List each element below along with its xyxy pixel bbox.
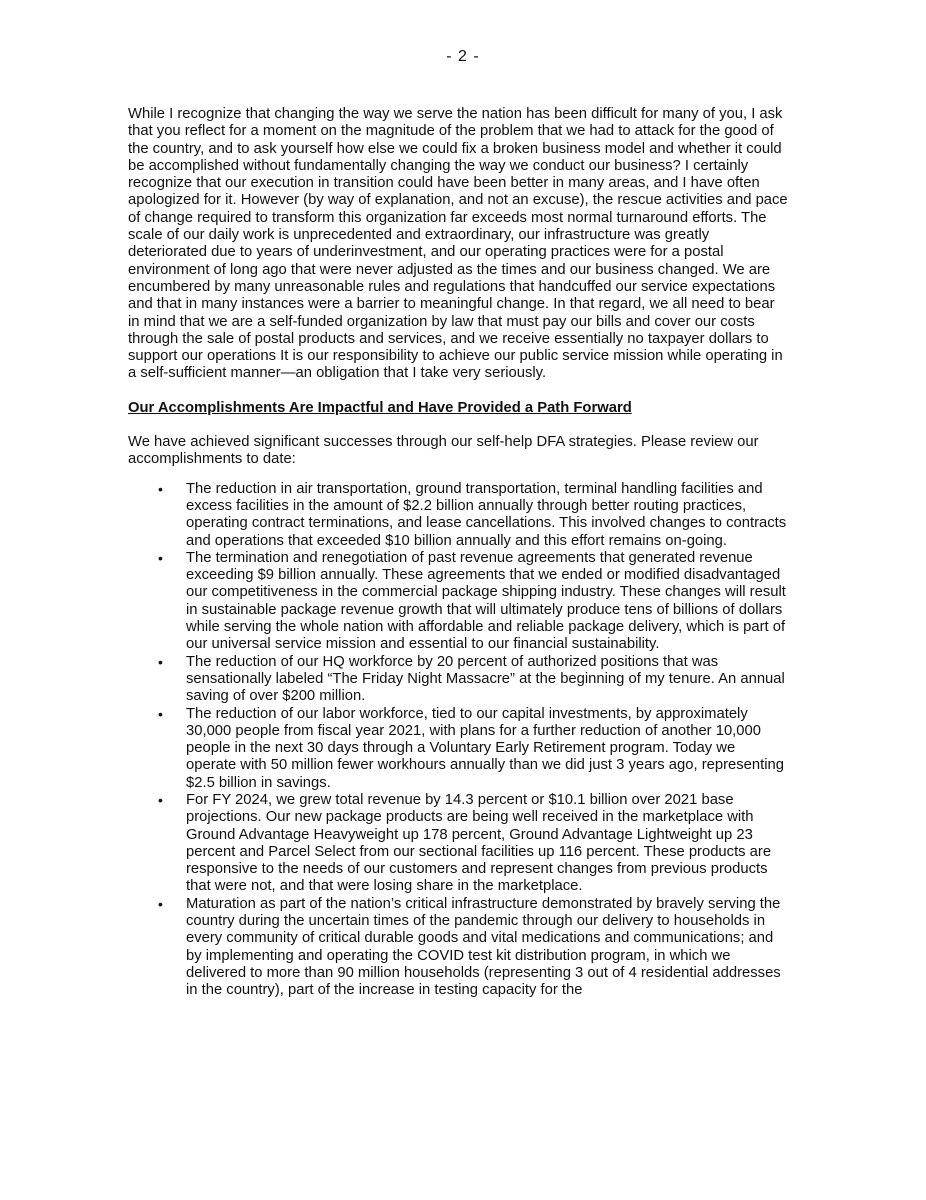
- section-lead: We have achieved significant successes through our self-help DFA strategies. Please review our accomplishments to date:: [128, 434, 759, 468]
- list-item: [128, 792, 788, 896]
- list-item-text: The reduction of our HQ workforce by 20 percent of authorized positions that was sensationally labeled “The Friday Night Massacre” at the beginning of my tenure. An annual saving of over $200 million.: [186, 653, 785, 705]
- bullet-icon: •: [158, 480, 163, 497]
- bullet-icon: •: [158, 549, 163, 566]
- list-item-text: The termination and renegotiation of past revenue agreements that generated revenue exceeding $9 billion annually. These agreements that we ended or modified disadvantaged our competitiveness in the commercial package shipping industry. These changes will result in sustainable package revenue growth that will ultimately produce tens of billions of dollars while serving the whole nation with affordable and reliable package delivery, which is part of our universal service mission and essential to our financial sustainability.: [186, 549, 786, 653]
- list-item: [128, 706, 788, 792]
- bullet-icon: •: [158, 653, 163, 670]
- accomplishments-list: [128, 481, 788, 1000]
- intro-paragraph: While I recognize that changing the way we serve the nation has been difficult for many of you, I ask that you reflect for a moment on the magnitude of the problem that we had to attack for the good of the country, and to ask yourself how else we could fix a broken business model and whether it could be accomplished without fundamentally changing the way we conduct our business? I certainly recognize that our execution in transition could have been better in many areas, and I have often apologized for it. However (by way of explanation, and not an excuse), the rescue activities and pace of change required to transform this organization far exceeds most normal turnaround efforts. The scale of our daily work is unprecedented and extraordinary, our infrastructure was greatly deteriorated due to years of underinvestment, and our operating practices were for a postal environment of long ago that were never adjusted as the times and our business changed. We are encumbered by many unreasonable rules and regulations that handcuffed our service expectations and that in many instances were a barrier to meaningful change. In that regard, we all need to bear in mind that we are a self-funded organization by law that must pay our bills and cover our costs through the sale of postal products and services, and we receive essentially no taxpayer dollars to support our operations It is our responsibility to achieve our public service mission while operating in a self-sufficient manner—an obligation that I take very seriously.: [128, 106, 788, 382]
- list-item-text: The reduction of our labor workforce, tied to our capital investments, by approximately 30,000 people from fiscal year 2021, with plans for a further reduction of another 10,000 people in the next 30 days through a Voluntary Early Retirement program. Today we operate with 50 million fewer workhours annually than we did just 3 years ago, representing $2.5 billion in savings.: [186, 705, 784, 791]
- bullet-icon: •: [158, 705, 163, 722]
- bullet-icon: •: [158, 895, 163, 912]
- page-number: - 2 -: [446, 48, 480, 65]
- list-item-text: For FY 2024, we grew total revenue by 14.3 percent or $10.1 billion over 2021 base projections. Our new package products are being well received in the marketplace with Ground Advantage Heavyweight up 178 percent, Ground Advantage Lightweight up 23 percent and Parcel Select from our sectional facilities up 116 percent. These products are responsive to the needs of our customers and represent changes from previous products that were not, and that were losing share in the marketplace.: [186, 791, 772, 895]
- bullet-icon: •: [158, 791, 163, 808]
- list-item-text: The reduction in air transportation, ground transportation, terminal handling facilities and excess facilities in the amount of $2.2 billion annually through better routing practices, operating contract terminations, and lease cancellations. This involved changes to contracts and operations that exceeded $10 billion annually and this effort remains on-going.: [186, 480, 787, 549]
- letter-body: [128, 106, 788, 1000]
- list-item: [128, 481, 788, 550]
- section-heading: Our Accomplishments Are Impactful and Have Provided a Path Forward: [128, 399, 632, 416]
- list-item: [128, 896, 788, 1000]
- list-item: [128, 654, 788, 706]
- list-item: [128, 550, 788, 654]
- list-item-text: Maturation as part of the nation’s critical infrastructure demonstrated by bravely serving the country during the uncertain times of the pandemic through our delivery to households in every community of critical durable goods and vital medications and communications; and by implementing and operating the COVID test kit distribution program, in which we delivered to more than 90 million households (representing 3 out of 4 residential addresses in the country), part of the increase in testing capacity for the: [186, 895, 781, 999]
